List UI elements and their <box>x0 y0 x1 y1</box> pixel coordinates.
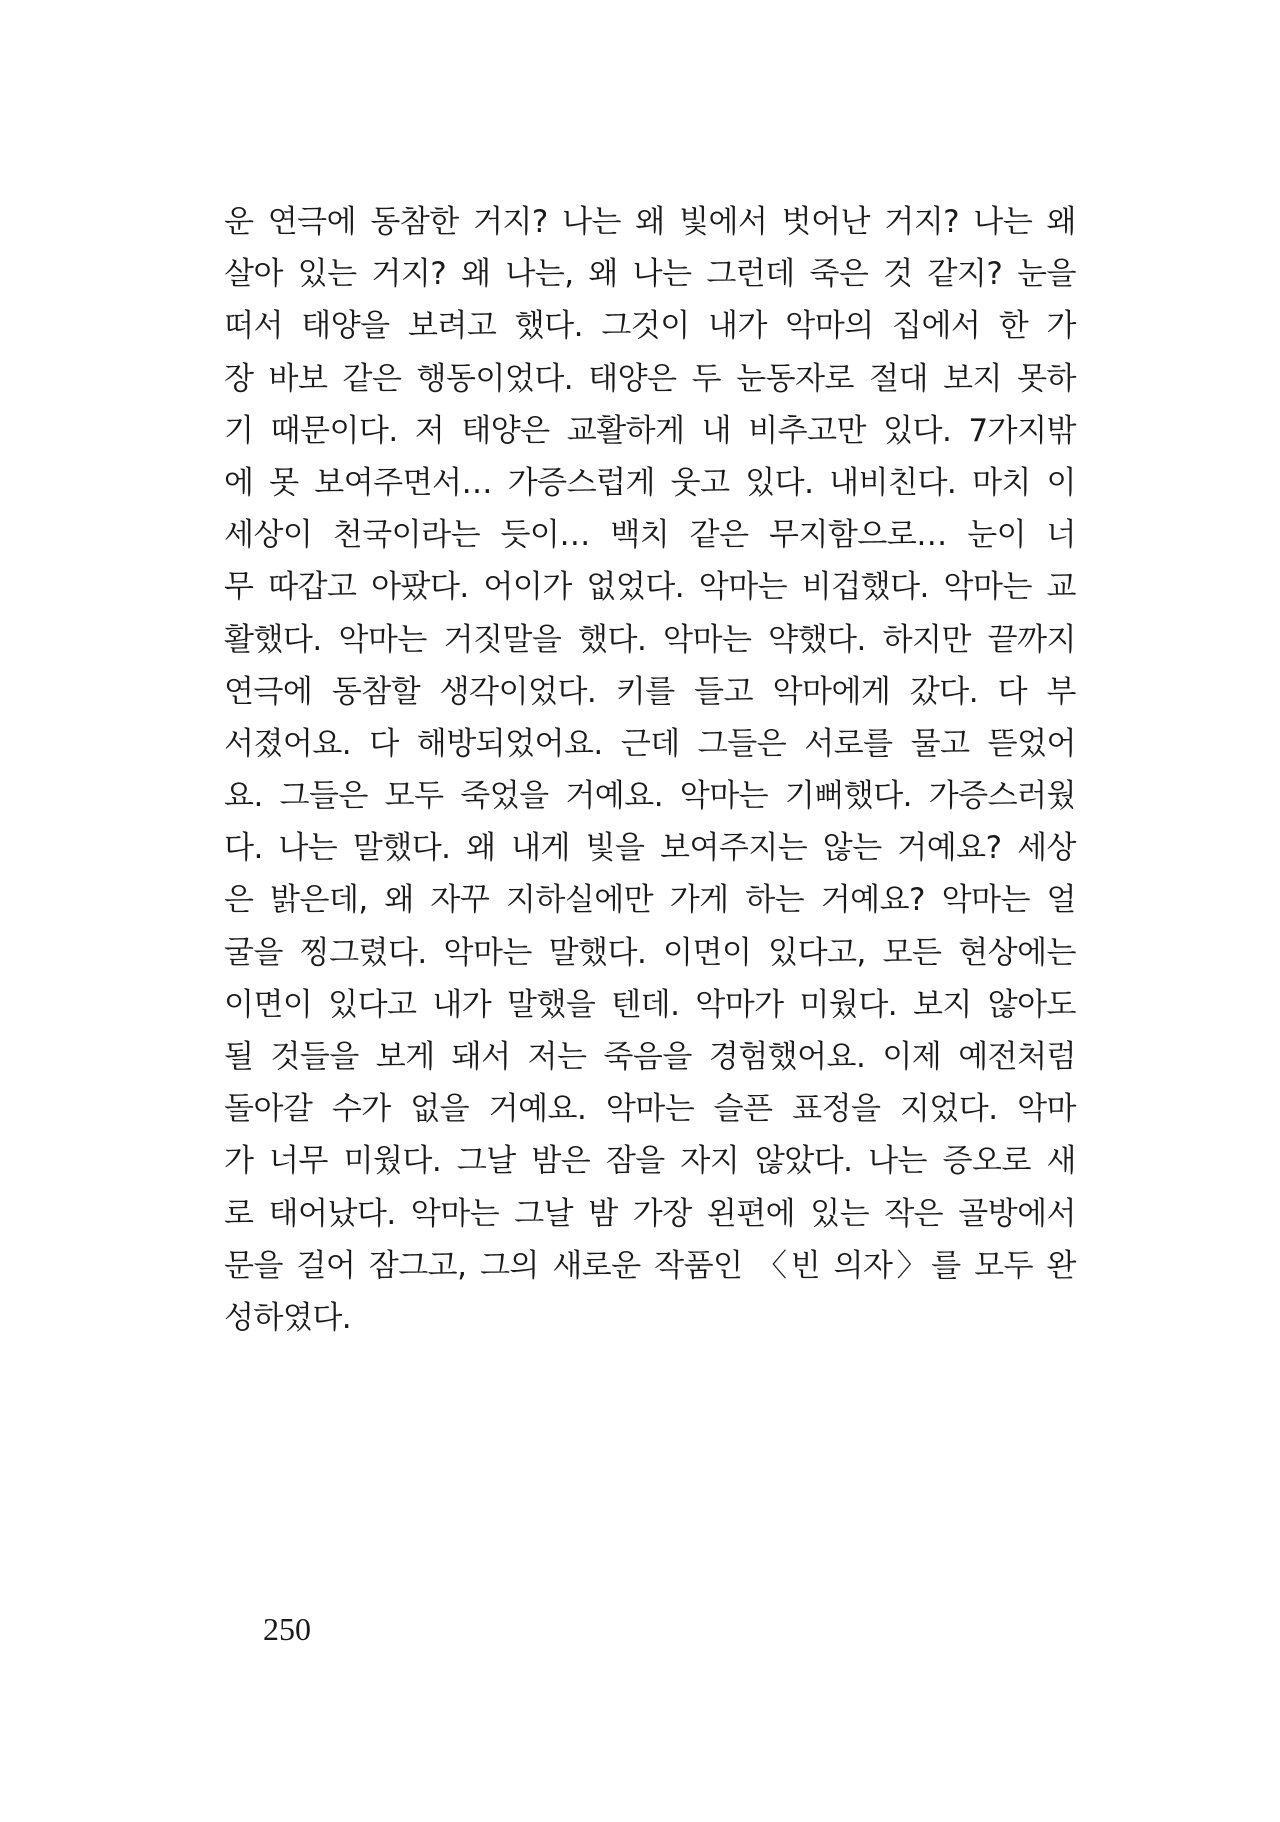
body-text <box>224 196 1076 1344</box>
text-line: 될 것들을 보게 돼서 저는 죽음을 경험했어요. 이제 예전처럼 <box>224 1039 1076 1075</box>
text-line: 무 따갑고 아팠다. 어이가 없었다. 악마는 비겁했다. 악마는 교 <box>224 569 1076 606</box>
text-line: 운 연극에 동참한 거지? 나는 왜 빛에서 벗어난 거지? 나는 왜 <box>224 204 1076 240</box>
text-line: 요. 그들은 모두 죽었을 거예요. 악마는 기뻐했다. 가증스러웠 <box>224 778 1076 815</box>
text-line: 굴을 찡그렸다. 악마는 말했다. 이면이 있다고, 모든 현상에는 <box>224 934 1076 971</box>
text-line: 돌아갈 수가 없을 거예요. 악마는 슬픈 표정을 지었다. 악마 <box>224 1091 1076 1128</box>
text-line: 살아 있는 거지? 왜 나는, 왜 나는 그런데 죽은 것 같지? 눈을 <box>224 256 1076 293</box>
text-line: 떠서 태양을 보려고 했다. 그것이 내가 악마의 집에서 한 가 <box>224 308 1076 345</box>
text-line: 기 때문이다. 저 태양은 교활하게 내 비추고만 있다. 7가지밖 <box>224 412 1076 449</box>
text-line: 서졌어요. 다 해방되었어요. 근데 그들은 서로를 물고 뜯었어 <box>224 725 1076 762</box>
text-line: 은 밝은데, 왜 자꾸 지하실에만 가게 하는 거예요? 악마는 얼 <box>224 882 1076 919</box>
text-line: 이면이 있다고 내가 말했을 텐데. 악마가 미웠다. 보지 않아도 <box>224 986 1076 1023</box>
text-line: 로 태어났다. 악마는 그날 밤 가장 왼편에 있는 작은 골방에서 <box>224 1195 1076 1232</box>
text-line-last: 성하였다. <box>224 1299 352 1336</box>
text-line: 활했다. 악마는 거짓말을 했다. 악마는 약했다. 하지만 끝까지 <box>224 621 1076 658</box>
page-number: 250 <box>263 1611 311 1647</box>
text-line: 에 못 보여주면서… 가증스럽게 웃고 있다. 내비친다. 마치 이 <box>224 464 1076 501</box>
text-line: 다. 나는 말했다. 왜 내게 빛을 보여주지는 않는 거예요? 세상 <box>224 830 1076 867</box>
text-line: 세상이 천국이라는 듯이… 백치 같은 무지함으로… 눈이 너 <box>224 517 1076 554</box>
text-line: 장 바보 같은 행동이었다. 태양은 두 눈동자로 절대 보지 못하 <box>224 360 1076 397</box>
text-line: 가 너무 미웠다. 그날 밤은 잠을 자지 않았다. 나는 증오로 새 <box>224 1143 1076 1180</box>
text-line: 연극에 동참할 생각이었다. 키를 들고 악마에게 갔다. 다 부 <box>224 673 1076 710</box>
text-line: 문을 걸어 잠그고, 그의 새로운 작품인 〈빈 의자〉를 모두 완 <box>224 1247 1076 1284</box>
